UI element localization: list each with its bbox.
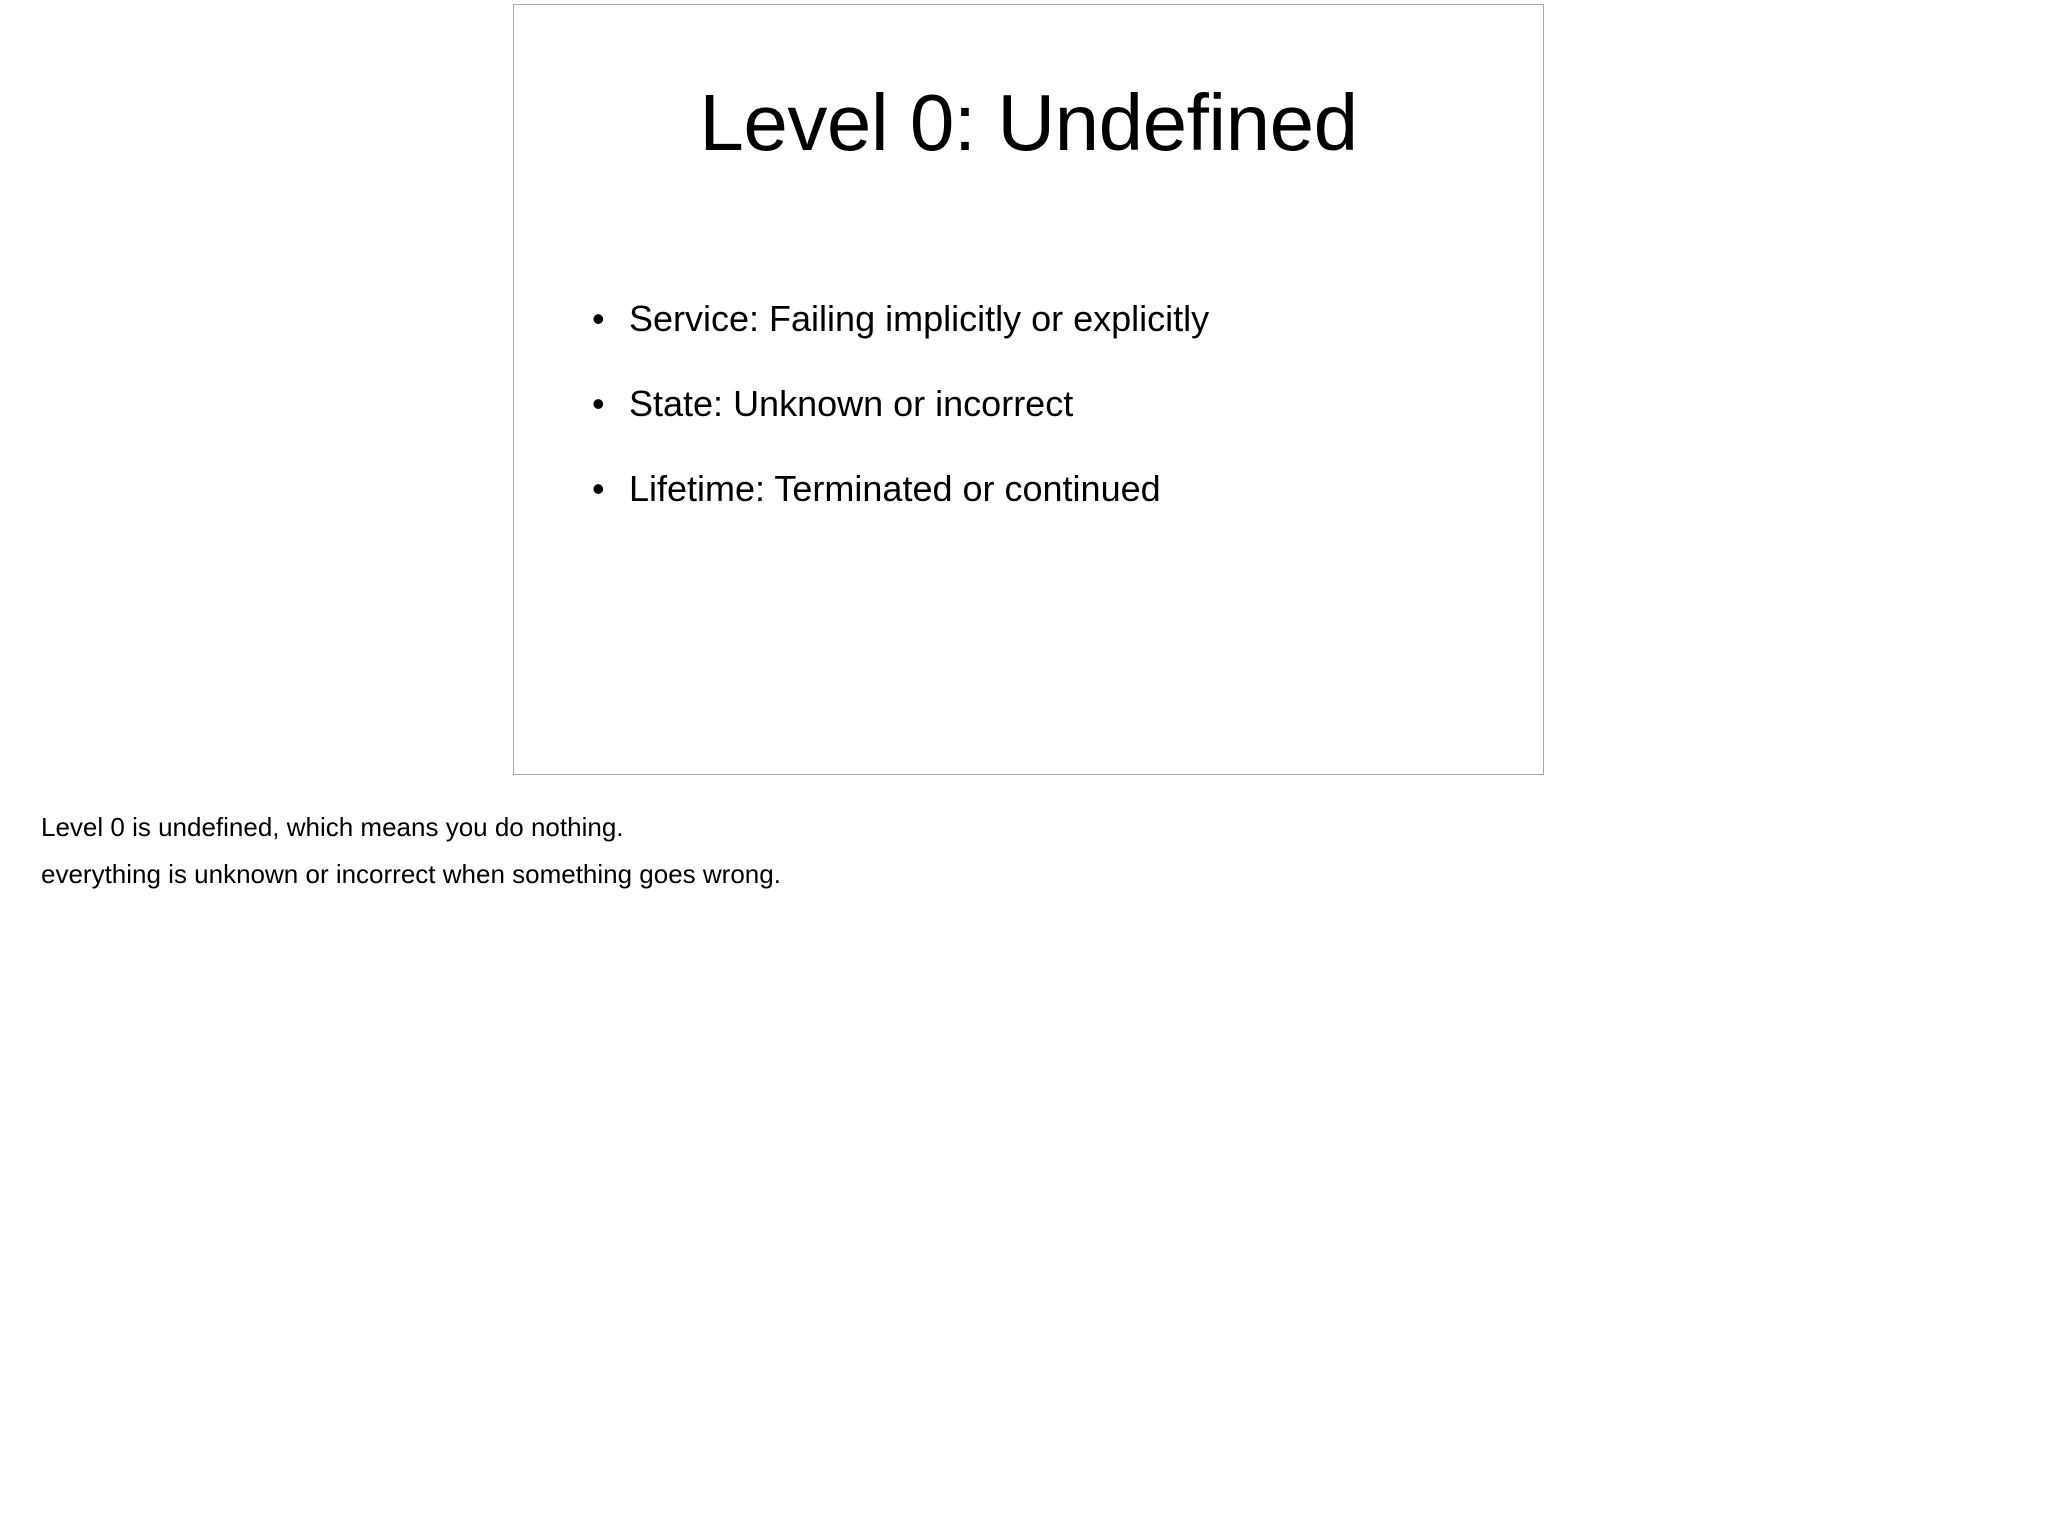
bullet-item-lifetime (592, 467, 1209, 552)
speaker-notes (41, 804, 781, 898)
speaker-note-line: Level 0 is undefined, which means you do nothing. (41, 812, 624, 842)
slide-title: Level 0: Undefined (699, 78, 1358, 167)
bullet-item-service (592, 297, 1209, 382)
slide-frame (513, 4, 1544, 775)
bullet-text: Service: Failing implicitly or explicitly (629, 298, 1210, 339)
bullet-dot: • (592, 468, 605, 509)
bullet-text: State: Unknown or incorrect (629, 383, 1074, 424)
bullet-dot: • (592, 383, 605, 424)
speaker-note-line: everything is unknown or incorrect when something goes wrong. (41, 859, 781, 889)
bullet-dot: • (592, 298, 605, 339)
bullet-item-state (592, 382, 1209, 467)
bullet-text: Lifetime: Terminated or continued (629, 468, 1161, 509)
bullet-list (592, 297, 1209, 552)
